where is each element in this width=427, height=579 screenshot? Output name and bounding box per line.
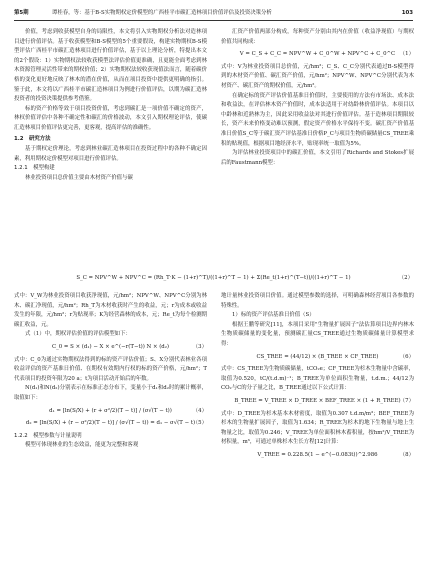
equation-body: V_TREE = 0.228.5(1 − e^(−0.083t))^2.986 xyxy=(257,451,378,458)
equation-number: （1） xyxy=(399,51,414,58)
left-column-lower xyxy=(14,292,207,451)
equation-number: （7） xyxy=(399,397,414,404)
paragraph: 式中：CS_TREE为生物质碳储量，tCO₂e；CF_TREE为杉木生物量中含碳率，取值为0.520，tC/(t.d.m)⁻¹；B_TREE为单位面积生物量，t.d.m.；44/12为CO₂与C的分子量之比，B_TREE通过以下公式计算： xyxy=(221,366,414,392)
paragraph: 根据王鹏等研究[11]，本项目采用"生物量扩展因子"法估算项目边界内林木生物质碳储量的变化量，预测碳汇量CS_TREE通过生物质碳储量计算模型求得： xyxy=(221,321,414,347)
equation-6 xyxy=(221,353,414,363)
equation-7 xyxy=(221,397,414,407)
running-header xyxy=(14,8,413,21)
equation-body: C_0 = S × (d₁) − X × e^(−r(T−t)) N × (d₂) xyxy=(51,343,170,350)
paragraph: 式（1）中，期权评估价值的评估模型如下： xyxy=(25,331,131,338)
equation-4 xyxy=(14,407,207,417)
paragraph: 基于期权定价理论，考虑到林业碳汇造林项目在投资过程中的各种不确定因素，利用期权定价模型对项目进行价值评估。 xyxy=(14,146,207,162)
equation-2 xyxy=(14,274,413,284)
equation-number: （5） xyxy=(192,420,207,427)
section-heading-1-2: 1.2 研究方法 xyxy=(14,135,51,142)
equation-5 xyxy=(14,419,207,429)
page-number: 103 xyxy=(401,10,413,16)
equation-number: （2） xyxy=(398,275,413,281)
right-column-upper xyxy=(221,28,414,168)
equation-number: （6） xyxy=(399,353,414,360)
paragraph: 式中：V_W为林业投资项目收获净现值，元/hm²；NPV^W、NPV^C分别为林木、碳汇净现值，元/hm²；Rh_T为木材收获时产生的收益，元；r为成本或收益发生的年限，元/hm²；r为贴现率；K为经营森林的成本，元；Re_t为每个检测期碳汇收益，元。 xyxy=(14,293,207,328)
paragraph: 式中：C_0为通过实物期权法得到的标的资产评估价值；S、X分别代表林业各项收益评估的资产基准日价值、在期权有效期内行权的标的资产价格，元/hm²；T代表项目的投资年限为20 a；t为项目活动开始后的年数。 xyxy=(14,356,207,382)
paragraph: 1）标的资产评估基准日价值（S） xyxy=(232,312,315,319)
equation-3 xyxy=(14,343,207,353)
paragraph: N(d₁)和N(d₂)分别表示在标准正态分布下，变量小于d₁和d₂时的累计概率，取值如下： xyxy=(14,385,207,401)
paragraph: 在确定标的资产评估价值基准日价值时，主要使用的方法有市场法、成本法和收益法，在评估林木资产价值时，成本法适用于对幼龄林价值评估。本项目以中龄林和近熟林为主，因此采用收益法对其进行价值评估。基于造林项目期限较长，资产未来价格变动难以预测，假定资产价格水平保持不变。碳汇资产价值基准日价值S_C等于碳汇资产评估基准日价格P_C与项目生物质碳储量CS_TREE乘积的贴现值，根据项目地经济水平，贴现率统一取值为5%。 xyxy=(221,92,414,147)
paragraph: 为评估林业投资项目中的碳汇价值，本文引用了Richards and Stokes扩展后的Faustmann模型： xyxy=(221,150,414,166)
equation-number: （3） xyxy=(192,343,207,350)
issue-number: 第5期 xyxy=(14,10,29,16)
equation-body: B_TREE = V_TREE × D_TREE × BEF_TREE × (1 + R_TREE) xyxy=(234,397,401,404)
paragraph: 标的资产价格等效于项目投资价值，考虑到碳汇是一项价值不确定的资产，林权价值评估中各种不确定性和碳汇的价格波动，本文引入期权理论评估，使碳汇造林项目价值评估更完善，更客观，提高评估的准确性。 xyxy=(14,105,207,131)
paragraph: 价值，考虑到收获模型自身的局限性，本文将引入实物期权分析法对造林项目进行价值评估。基于收获模型和B-S模型的5个重要假设，构建实物期权B-S模型评估广西桂平市碳汇造林项目进行价值评估，基于以上理论分析，特提出本文的2个假设：1）实物期权法较收获模型法评估价值更准确，且更能全面考虑到林木资源管理灵活性带来的期权价值；2）实物期权法较收获现值法而言，随着碳价格的变化更好地反映了林木的潜在价值，从而在项目投资中提供更明确的指引。鉴于此，本文将以广西桂平市碳汇造林项目为例进行价值评估，以期为碳汇造林投资者的投资决策提供参考借鉴。 xyxy=(14,29,207,103)
left-column-upper xyxy=(14,28,207,184)
right-column-lower xyxy=(221,292,414,464)
running-title: 谭桂春，等：基于B-S实物期权定价模型的广西桂平市碳汇造林项目价值评估及投资决策分析 xyxy=(52,10,272,16)
equation-body: d₁ = [ln(S/X) + (r + σ²/2)(T − t)] / (σ√(T − t)) xyxy=(49,407,172,414)
section-heading-1-2-1: 1.2.1 模型构建 xyxy=(14,165,55,172)
paragraph: 汇资产价值两部分构成，每种资产分别由其内在价值（收益净现值）与期权价值共同构成： xyxy=(221,29,414,45)
equation-8 xyxy=(221,451,414,461)
equation-number: （4） xyxy=(192,407,207,414)
equation-1 xyxy=(221,50,414,60)
section-heading-1-2-2: 1.2.2 模型参数与计量说明 xyxy=(14,432,82,439)
equation-body: V = C_S + C_C = NPV^W + C_0^W + NPV^C + C_0^C xyxy=(239,51,396,58)
equation-body: CS_TREE = (44/12) × (B_TREE × CF_TREE) xyxy=(256,353,379,360)
equation-body: d₂ = [ln(S/X) + (r − σ²/2)(T − t)] / (σ√(T − t)) = d₁ − σ√(T − t) xyxy=(25,420,196,427)
paragraph: 式中：V为林业投资项目总价值，元/hm²；C_S、C_C分别代表通过B-S模型得到的木材资产价值、碳汇资产价值，元/hm²；NPV^W、NPV^C分别代表为木材资产、碳汇资产的期权价值，元/hm²。 xyxy=(221,63,414,89)
paragraph: 林业投资项目总价值主要由木材资产价值与碳 xyxy=(25,174,133,181)
equation-body: S_C = NPV^W + NPV^C = (Rh_T·K − (1+r)^T)/((1+r)^T − 1) + Σ(Re_t(1+r)^(T−t))/((1+r)^T − 1) xyxy=(76,275,351,281)
paragraph: 地计量林业投资项目价值。通过模型参数的选择，可明确森林经营项目各参数的特殊性。 xyxy=(221,293,414,309)
paragraph: 模型可体现林业的生态效益，能更为完整和客观 xyxy=(25,442,139,449)
equation-number: （8） xyxy=(399,451,414,458)
paragraph: 式中：D_TREE为杉木基本木材密度，取值为0.307 t.d.m/m³；BEF_TREE为杉木的生物量扩展因子，取值为1.634；R_TREE为杉木的地下生物量与地上生物量之比，取值为0.246；V_TREE为单位面积林木蓄积量，按hm²/V_TREE为材积量，m³，可通过单株杉木生长方程[12]计算： xyxy=(221,410,414,446)
